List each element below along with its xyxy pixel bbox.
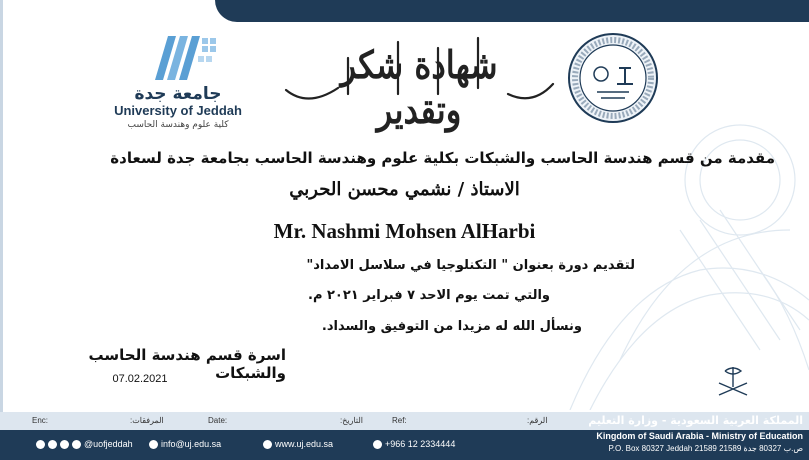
phone-number: +966 12 2334444 (385, 439, 456, 449)
top-header-band (215, 0, 809, 22)
email-address: info@uj.edu.sa (161, 439, 222, 449)
enc-label-arabic: المرفقات: (130, 416, 164, 425)
certificate-title-text: شهادة شكر وتقدير (340, 42, 498, 132)
ref-label-arabic: الرقم: (527, 416, 548, 425)
certificate-intro: مقدمة من قسم هندسة الحاسب والشبكات بكلية علوم وهندسة الحاسب بجامعة جدة لسعادة (110, 149, 775, 167)
social-contact[interactable] (36, 439, 133, 449)
web-contact[interactable] (263, 439, 333, 449)
ref-label: Ref: (392, 416, 407, 425)
university-name-english: University of Jeddah (114, 103, 242, 118)
date-label: Date: (208, 416, 228, 425)
ministry-po-box: P.O. Box 80327 Jeddah 21589 ص.ب 80327 جدة 21589 (608, 444, 803, 453)
instagram-icon (48, 440, 57, 449)
left-border-line (0, 0, 3, 460)
globe-icon (263, 440, 272, 449)
youtube-icon (60, 440, 69, 449)
signature-department: اسرة قسم هندسة الحاسب والشبكات (88, 346, 286, 382)
closing-wish: ونسأل الله له مزيدا من التوفيق والسداد. (321, 319, 582, 334)
email-contact[interactable] (149, 439, 221, 449)
linkedin-icon (72, 440, 81, 449)
phone-icon (373, 440, 382, 449)
certificate-title (278, 28, 560, 132)
university-name-arabic: جامعة جدة (134, 84, 222, 104)
twitter-icon (36, 440, 45, 449)
signature-date: 07.02.2021 (112, 373, 168, 385)
recipient-name-arabic: الاستاذ / نشمي محسن الحربي (289, 179, 520, 200)
website-url: www.uj.edu.sa (275, 439, 334, 449)
date-label-arabic: التاريخ: (340, 416, 363, 425)
email-icon (149, 440, 158, 449)
saudi-emblem-icon (713, 365, 753, 401)
phone-contact[interactable] (373, 439, 455, 449)
college-name-arabic: كلية علوم وهندسة الحاسب (127, 120, 229, 130)
enc-label: Enc: (32, 416, 49, 425)
recipient-name-english: Mr. Nashmi Mohsen AlHarbi (273, 219, 536, 243)
ministry-name-arabic: المملكة العربية السعودية - وزارة التعليم (588, 414, 803, 427)
social-handle: @uofjeddah (84, 439, 133, 449)
course-date-line: والتي تمت يوم الاحد ٧ فبراير ٢٠٢١ م. (308, 288, 550, 303)
ministry-block (572, 414, 809, 460)
course-title-line: لتقديم دورة بعنوان " التكنلوجيا في سلاسل الامداد" (306, 258, 635, 273)
university-logo-icon (150, 28, 220, 84)
department-seal-icon (567, 32, 659, 124)
ministry-name-english: Kingdom of Saudi Arabia - Ministry of Education (596, 431, 803, 441)
